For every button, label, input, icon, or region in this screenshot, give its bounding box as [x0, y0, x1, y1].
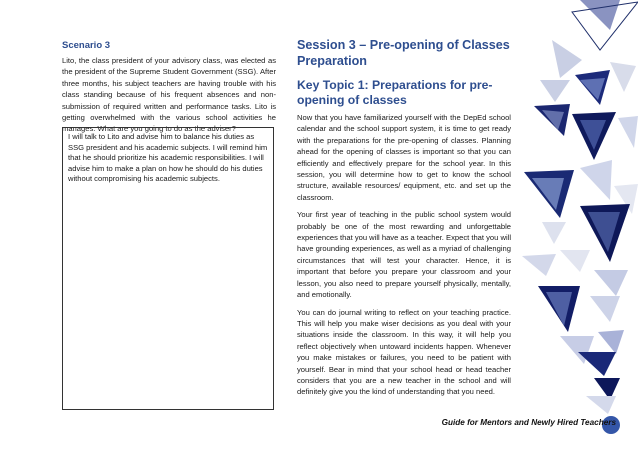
footer-text: Guide for Mentors and Newly Hired Teachers: [441, 418, 616, 427]
key-topic-title: Key Topic 1: Preparations for pre-opening of classes: [297, 78, 493, 107]
session-paragraph-1: Now that you have familiarized yourself with the DepEd school calendar and the school support system, it is time to get ready with the preparations for the pre-opening of classes. Planning ahead for the opening of classes is important so that you can efficiently and effectively prepare for the school year. In this session, you will determine how to get to know the school structure, available resources/ equipment, etc. and set up the classroom.: [297, 113, 511, 202]
session-paragraph-3: You can do journal writing to reflect on your teaching practice. This will help you make wiser decisions as you deal with your situations inside the classroom. In this way, it will help you reflect objectively when untoward incidents happen. Whenever you make mistakes or failures, you need to be patient with yourself. Bear in mind that your school head or head teacher considers that you are a new teacher in the school and will definitely give you the kind of understanding that you need.: [297, 307, 511, 397]
scenario-section: [62, 40, 276, 135]
scenario-title: Scenario 3: [62, 40, 111, 51]
scenario-text: Lito, the class president of your advisory class, was elected as the president of the Supreme Student Government (SSG). After three months, his subject teachers are having trouble with his class standing because of his frequent absences and non-submission of required written and performance tasks. Lito is getting overwhelmed with the various school activities he manages. What are you going to do as the adviser?: [62, 56, 276, 134]
session-paragraph-2: Your first year of teaching in the public school system would probably be one of the most rewarding and unforgettable experiences that you will have as a teacher. Expect that you will have grounding experiences, as well as a myriad of challenging circumstances that will test your character. Hence, it is important that before you prepare your classroom and your lesson, you also need to prepare yourself physically, mentally, and emotionally.: [297, 210, 512, 300]
answer-box[interactable]: [62, 127, 274, 410]
answer-text: I will talk to Lito and advise him to balance his duties as SSG president and his academic subjects. I will remind him that he should prioritize his academic responsibilities. I will advise him to make a plan on how he should do his duties without compromising his academic subjects.: [68, 132, 268, 184]
decorative-triangles: [520, 0, 638, 451]
session-title: Session 3 – Pre-opening of Classes Preparation: [297, 38, 510, 68]
session-section: [297, 38, 511, 404]
